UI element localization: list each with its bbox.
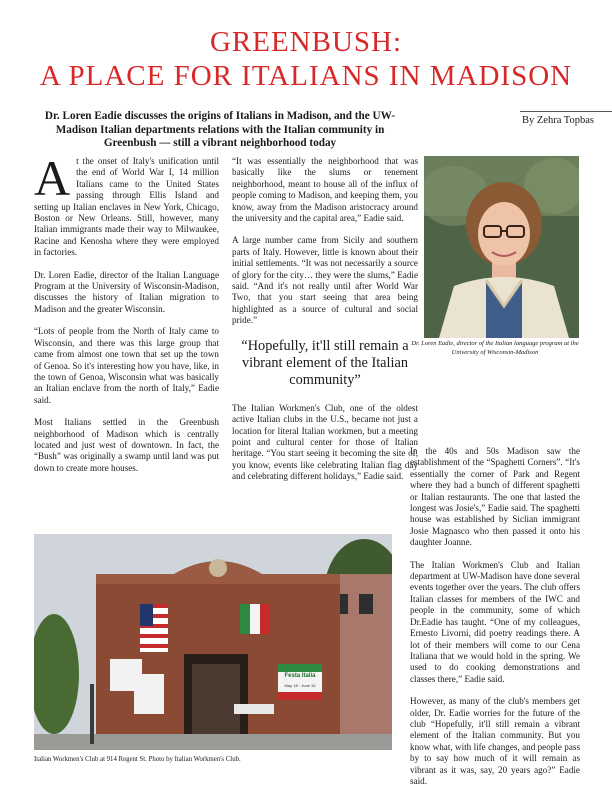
article-title-line-1: GREENBUSH: xyxy=(209,26,403,58)
paragraph-5: “It was essentially the neighborhood that was basically like the slums or tenement neighborhood, meant to house all of the influx of people coming to Madison, and keeping them, you know, away from the Madison aristocracy around the university and the capital area,” Eadie said. xyxy=(232,156,418,224)
paragraph-1 xyxy=(34,150,219,259)
festa-sign-date: May 18 · June 15 xyxy=(284,683,316,688)
portrait-photo xyxy=(424,156,579,338)
column-3 xyxy=(410,446,580,792)
building-illustration xyxy=(34,534,392,750)
drop-cap: A xyxy=(34,150,71,206)
column-2 xyxy=(232,156,418,494)
building-photo xyxy=(34,534,392,750)
building-caption: Italian Workmen's Club at 914 Regent St. Photo by Italian Workmen's Club. xyxy=(34,756,241,763)
paragraph-9: The Italian Workmen's Club and Italian department at UW-Madison have done several events together over the years. The club offers Italian classes for members of the IWC and people in the community, some of which Dr.Eadie has taught. “One of my colleagues, Ernesto Livorni, did poetry readings there. A lot of their members will come to our Cena Italiana that we would hold in the spring. We used to do cooking demonstrations and classes there,” Eadie said. xyxy=(410,559,580,684)
portrait-caption: Dr. Loren Eadie, director of the Italian language program at the University of Wisconsin-Madison xyxy=(411,340,579,356)
article-title-line-2: A PLACE FOR ITALIANS IN MADISON xyxy=(39,60,573,92)
portrait-illustration xyxy=(424,156,579,338)
paragraph-6: A large number came from Sicily and southern parts of Italy. However, little is known about their initial settlements. “It was not necessarily a source of glory for the city… they were the slums,” Eadie said. “And it's not really until after World War Two, that you start seeing that area being highlighted as a source of cultural and social pride.” xyxy=(232,235,418,326)
paragraph-10: However, as many of the club's members get older, Dr. Eadie worries for the future of the club “Hopefully, it'll still remain a vibrant element of the Italian community. But you know what, with life changes, and people pass by to say how much of it will remain as vibrant as it was, say, 20 years ago?” Eadie said. xyxy=(410,696,580,786)
festa-sign-text: Festa Italia xyxy=(284,673,316,679)
article-subhead: Dr. Loren Eadie discusses the origins of Italians in Madison, and the UW-Madison Italian departments relations with the Italian community in Greenbush — still a vibrant neighborhood today xyxy=(44,110,396,149)
byline: By Zehra Topbas xyxy=(522,115,594,126)
paragraph-2: Dr. Loren Eadie, director of the Italian Language Program at the University of Wisconsin-Madison, discusses the history of Italian migration to Madison and the greater Wisconsin. xyxy=(34,269,219,314)
paragraph-4: Most Italians settled in the Greenbush neighborhood of Madison which is centrally located and just west of downtown. In fact, the “Bush” was originally a swamp until land was put down to create more houses. xyxy=(34,417,219,473)
paragraph-3: “Lots of people from the North of Italy came to Wisconsin, and there was this large group that came from almost one town that set up the town of Genoa. So it's interesting how you have, like, in the town of Genoa, Wisconsin what was basically an Italian enclave from the north of Italy,” Eadie said. xyxy=(34,326,219,405)
paragraph-7: The Italian Workmen's Club, one of the oldest active Italian clubs in the U.S., became not just a location for literal Italian workmen, but a meeting point and cultural center for those of Italian heritage. “You start seeing it becoming the site of, you know, events like celebrating Italian flag day and celebrating different holidays,” Eadie said. xyxy=(232,402,418,482)
byline-rule xyxy=(520,111,612,112)
pull-quote: “Hopefully, it'll still remain a vibrant element of the Italian community” xyxy=(241,337,409,388)
paragraph-8: In the 40s and 50s Madison saw the establishment of the “Spaghetti Corners”. “It's essentially the corner of Park and Regent where they had a bunch of different spaghetti or Italian restaurants. The one that lasted the longest was Josie's,” Eadie said. The spaghetti house was established by Siclian immigrant Josie Magnasco who then passed it onto his daughter Joanne. xyxy=(410,446,580,548)
paragraph-1-text: t the onset of Italy's unification until the end of World War I, 14 million Italians came to the United States passing through Ellis Island and setting up Italian enclaves in New York, Chicago, Boston or New Orleans. Still, however, many Italian immigrants made their way to Milwaukee, Racine and Kenosha where they were employed in factories. xyxy=(34,156,219,258)
column-1 xyxy=(34,150,219,485)
